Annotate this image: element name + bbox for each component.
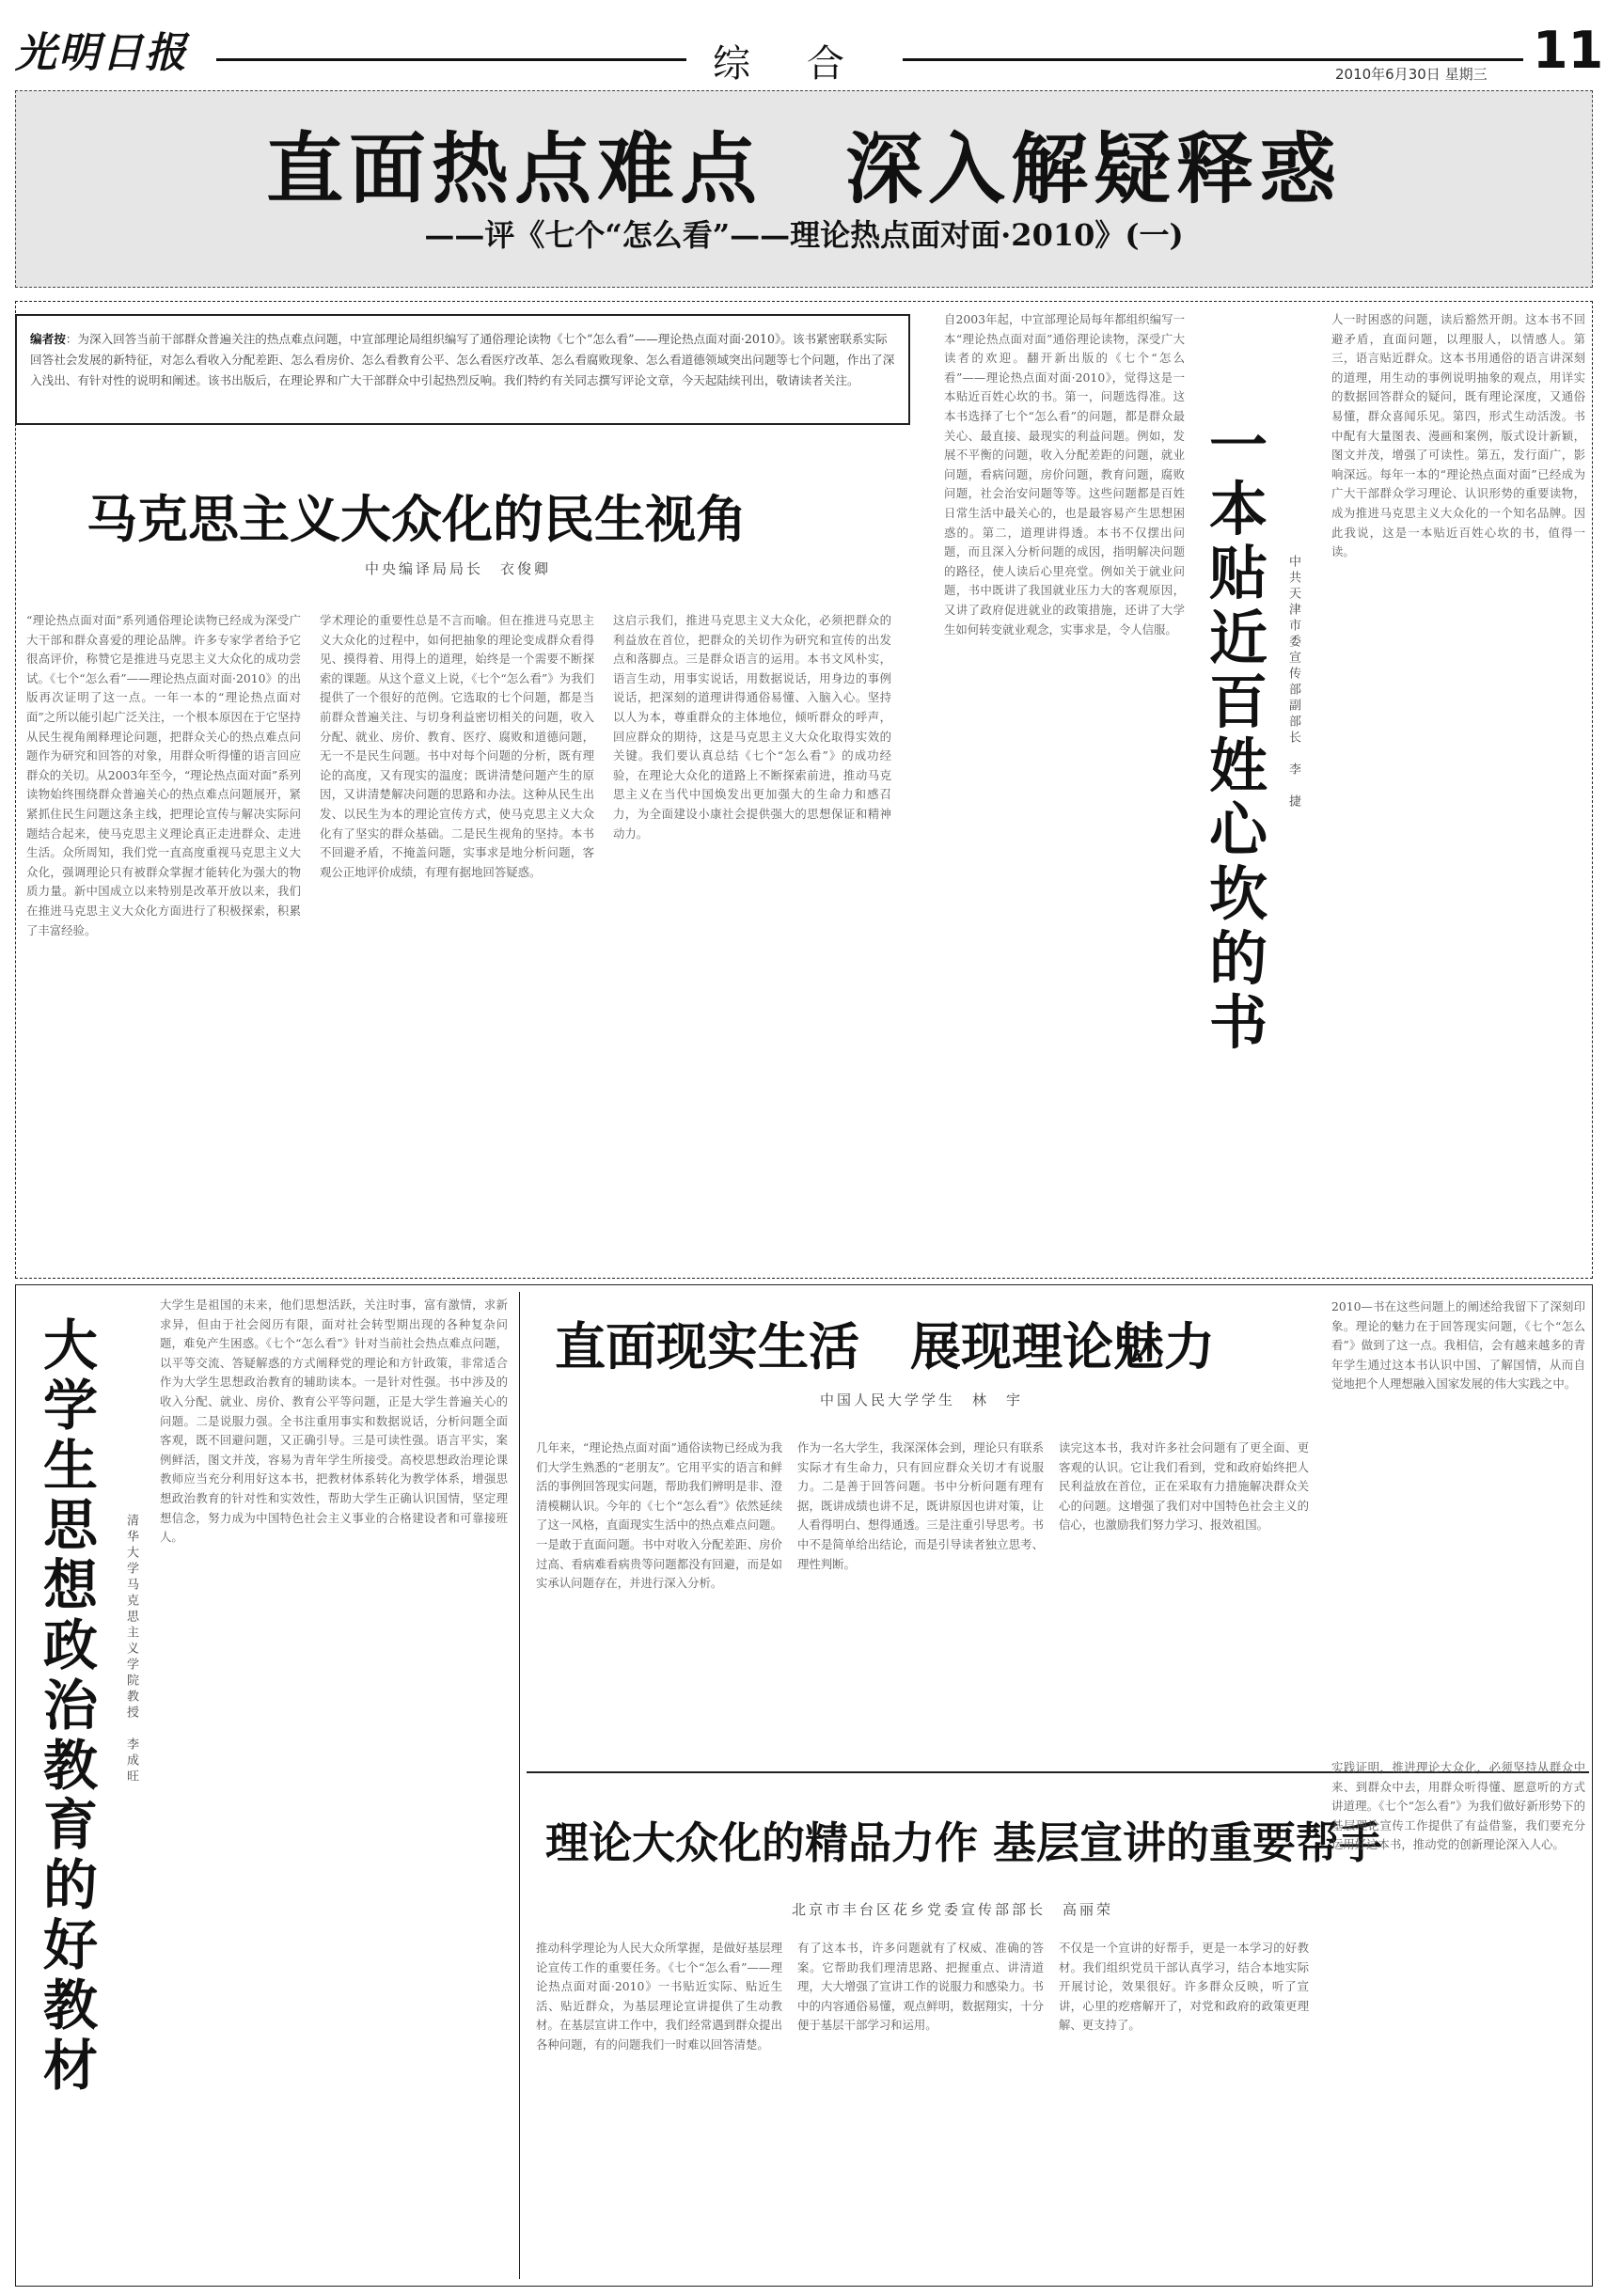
hero-banner bbox=[15, 90, 1593, 288]
editor-note-label: 编者按 bbox=[30, 332, 66, 346]
article-column: 作为一名大学生，我深深体会到，理论只有联系实际才有生命力，只有回应群众关切才有说服力。二是善于回答问题。书中分析问题有理有据，既讲成绩也讲不足，既讲原因也讲对策，让人看得明白、想得通透。三是注重引导思考。书中不是简单给出结论，而是引导读者独立思考、理性判断。 bbox=[797, 1440, 1044, 1571]
issue-date: 2010年6月30日 星期三 bbox=[1335, 66, 1488, 83]
article-title: 马克思主义大众化的民生视角 bbox=[87, 490, 747, 549]
section-title: 综合 bbox=[713, 42, 901, 86]
article-byline: 中国人民大学学生 林 宇 bbox=[820, 1392, 1024, 1408]
article-column: 几年来，“理论热点面对面”通俗读物已经成为我们大学生熟悉的“老朋友”。它用平实的语言和鲜活的事例回答现实问题，帮助我们辨明是非、澄清模糊认识。今年的《七个“怎么看”》依然延续了这一风格，直面现实生活中的热点难点问题。一是敢于直面问题。书中对收入分配差距、房价过高、看病难看病贵等问题都没有回避，而是如实承认问题存在，并进行深入分析。 bbox=[536, 1440, 782, 1591]
article-column: 实践证明，推进理论大众化，必须坚持从群众中来、到群众中去，用群众听得懂、愿意听的方式讲道理。《七个“怎么看”》为我们做好新形势下的基层理论宣传工作提供了有益借鉴，我们要充分运用好这本书，推动党的创新理论深入人心。 bbox=[1331, 1760, 1585, 1852]
article-column: 推动科学理论为人民大众所掌握，是做好基层理论宣传工作的重要任务。《七个“怎么看”——理论热点面对面·2010》一书贴近实际、贴近生活、贴近群众，为基层理论宣讲提供了生动教材。在基层宣讲工作中，我们经常遇到群众提出各种问题，有的问题我们一时难以回答清楚。 bbox=[536, 1941, 782, 2052]
hero-title: 直面热点难点 深入解疑释惑 bbox=[265, 125, 1342, 214]
masthead-rule-left bbox=[216, 58, 686, 61]
article-column: 不仅是一个宣讲的好帮手，更是一本学习的好教材。我们组织党员干部认真学习，结合本地实际开展讨论，效果很好。许多群众反映，听了宣讲，心里的疙瘩解开了，对党和政府的政策更理解、更支持了。 bbox=[1059, 1941, 1309, 2033]
masthead-rule-right bbox=[903, 58, 1523, 61]
editor-note-text: ：为深入回答当前干部群众普遍关注的热点难点问题，中宣部理论局组织编写了通俗理论读物《七个“怎么看”——理论热点面对面·2010》。该书紧密联系实际回答社会发展的新特征，对怎么看收入分配差距、怎么看房价、怎么看教育公平、怎么看医疗改革、怎么看腐败现象、怎么看道德领域突出问题等七个问题，作出了深入浅出、有针对性的说明和阐述。该书出版后，在理论界和广大干部群众中引起热烈反响。我们特约有关同志撰写评论文章，今天起陆续刊出，敬请读者关注。 bbox=[30, 332, 895, 387]
editor-note bbox=[15, 314, 910, 425]
article-title: 直面现实生活 展现理论魅力 bbox=[555, 1317, 1215, 1376]
article-column: 学术理论的重要性总是不言而喻。但在推进马克思主义大众化的过程中，如何把抽象的理论变成群众看得见、摸得着、用得上的道理，始终是一个需要不断探索的课题。从这个意义上说，《七个“怎么看”》为我们提供了一个很好的范例。它选取的七个问题，都是当前群众普遍关注、与切身利益密切相关的问题，收入分配、就业、房价、教育、医疗、腐败和道德问题，无一不是民生问题。书中对每个问题的分析，既有理论的高度，又有现实的温度；既讲清楚问题产生的原因，又讲清楚解决问题的思路和办法。这种从民生出发、以民生为本的理论宣传方式，使马克思主义大众化有了坚实的群众基础。二是民生视角的坚持。本书不回避矛盾，不掩盖问题，实事求是地分析问题，客观公正地评价成绩，有理有据地回答疑惑。 bbox=[320, 613, 594, 879]
article-title: 大学生思想政治教育的好教材 bbox=[42, 1313, 98, 2098]
article-column: 大学生是祖国的未来，他们思想活跃，关注时事，富有激情，求新求异，但由于社会阅历有限，面对社会转型期出现的各种复杂问题，难免产生困惑。《七个“怎么看”》针对当前社会热点难点问题，以平等交流、答疑解惑的方式阐释党的理论和方针政策，非常适合作为大学生思想政治教育的辅助读本。一是针对性强。书中涉及的收入分配、就业、房价、教育公平等问题，正是大学生普遍关心的问题。二是说服力强。全书注重用事实和数据说话，分析问题全面客观，既不回避问题，又正确引导。三是可读性强。语言平实，案例鲜活，图文并茂，容易为青年学生所接受。高校思想政治理论课教师应当充分利用好这本书，把教材体系转化为教学体系，增强思想政治教育的针对性和实效性，帮助大学生正确认识国情，坚定理想信念，努力成为中国特色社会主义事业的合格建设者和可靠接班人。 bbox=[160, 1297, 508, 1545]
article-title: 一本贴近百姓心坎的书 bbox=[1208, 411, 1267, 1057]
article-column: “理论热点面对面”系列通俗理论读物已经成为深受广大干部和群众喜爱的理论品牌。许多专家学者给予它很高评价，称赞它是推进马克思主义大众化的成功尝试。《七个“怎么看”——理论热点面对面·2010》的出版再次证明了这一点。一年一本的“理论热点面对面”之所以能引起广泛关注，一个根本原因在于它坚持从民生视角阐释理论问题，把群众关心的热点难点问题作为研究和回答的对象，用群众听得懂的语言回应群众的关切。从2003年至今，“理论热点面对面”系列读物始终围绕群众普遍关心的热点难点问题展开，紧紧抓住民生问题这条主线，把理论宣传与解决实际问题结合起来，使马克思主义理论真正走进群众、走进生活。众所周知，我们党一直高度重视马克思主义大众化，强调理论只有被群众掌握才能转化为强大的物质力量。新中国成立以来特别是改革开放以来，我们在推进马克思主义大众化方面进行了积极探索，积累了丰富经验。 bbox=[26, 613, 301, 937]
article-byline: 中共天津市委宣传部副部长 李 捷 bbox=[1286, 555, 1300, 810]
article-column: 读完这本书，我对许多社会问题有了更全面、更客观的认识。它让我们看到，党和政府始终把人民利益放在首位，正在采取有力措施解决群众关心的问题。这增强了我们对中国特色社会主义的信心，也激励我们努力学习、报效祖国。 bbox=[1059, 1440, 1309, 1533]
hero-subtitle: ——评《七个“怎么看”——理论热点面对面·2010》(一) bbox=[424, 217, 1184, 253]
page-number: 11 bbox=[1533, 21, 1604, 80]
article-title: 理论大众化的精品力作 基层宣讲的重要帮手 bbox=[545, 1817, 1383, 1868]
article-column: 2010—书在这些问题上的阐述给我留下了深刻印象。理论的魅力在于回答现实问题，《七个“怎么看”》做到了这一点。我相信，会有越来越多的青年学生通过这本书认识中国、了解国情，从而自觉地把个人理想融入国家发展的伟大实践之中。 bbox=[1331, 1299, 1585, 1392]
article-byline: 清华大学马克思主义学院教授 李成旺 bbox=[124, 1514, 138, 1785]
newspaper-logo: 光明日报 bbox=[15, 29, 188, 77]
article-column: 人一时困惑的问题，读后豁然开朗。这本书不回避矛盾，直面问题，以理服人，以情感人。第三，语言贴近群众。这本书用通俗的语言讲深刻的道理，用生动的事例说明抽象的观点，用详实的数据回答群众的疑问，既有理论深度，又通俗易懂，群众喜闻乐见。第四，形式生动活泼。书中配有大量图表、漫画和案例，版式设计新颖，图文并茂，增强了可读性。第五，发行面广，影响深远。每年一本的“理论热点面对面”已经成为广大干部群众学习理论、认识形势的重要读物，成为推进马克思主义大众化的一个知名品牌。因此我说，这是一本贴近百姓心坎的书，值得一读。 bbox=[1331, 312, 1585, 559]
article-byline: 北京市丰台区花乡党委宣传部部长 高丽荣 bbox=[792, 1901, 1114, 1918]
column-divider bbox=[519, 1292, 520, 2279]
article-column: 这启示我们，推进马克思主义大众化，必须把群众的利益放在首位，把群众的关切作为研究和宣传的出发点和落脚点。三是群众语言的运用。本书文风朴实，语言生动，用事实说话，用数据说话，用身边的事例说话，把深刻的道理讲得通俗易懂、入脑入心。坚持以人为本，尊重群众的主体地位，倾听群众的呼声，回应群众的期待，这是马克思主义大众化取得实效的关键。我们要认真总结《七个“怎么看”》的成功经验，在理论大众化的道路上不断探索前进，推动马克思主义在当代中国焕发出更加强大的生命力和感召力，为全面建设小康社会提供强大的思想保证和精神动力。 bbox=[613, 613, 891, 841]
article-byline: 中央编译局局长 衣俊卿 bbox=[365, 560, 552, 577]
article-column: 自2003年起，中宣部理论局每年都组织编写一本“理论热点面对面”通俗理论读物，深受广大读者的欢迎。翻开新出版的《七个“怎么看”——理论热点面对面·2010》，觉得这是一本贴近百姓心坎的书。第一，问题选得准。这本书选择了七个“怎么看”的问题，都是群众最关心、最直接、最现实的利益问题。例如，发展不平衡的问题，收入分配差距的问题，就业问题，看病问题，房价问题，教育问题，腐败问题，社会治安问题等等。这些问题都是百姓日常生活中最关心的，也是最容易产生思想困惑的。第二，道理讲得透。本书不仅摆出问题，而且深入分析问题的成因，指明解决问题的路径，使人读后心里亮堂。例如关于就业问题，书中既讲了我国就业压力大的客观原因，又讲了政府促进就业的政策措施，还讲了大学生如何转变就业观念，实事求是，令人信服。 bbox=[944, 312, 1185, 637]
article-column: 有了这本书，许多问题就有了权威、准确的答案。它帮助我们理清思路、把握重点、讲清道理，大大增强了宣讲工作的说服力和感染力。书中的内容通俗易懂，观点鲜明，数据翔实，十分便于基层干部学习和运用。 bbox=[797, 1941, 1044, 2033]
